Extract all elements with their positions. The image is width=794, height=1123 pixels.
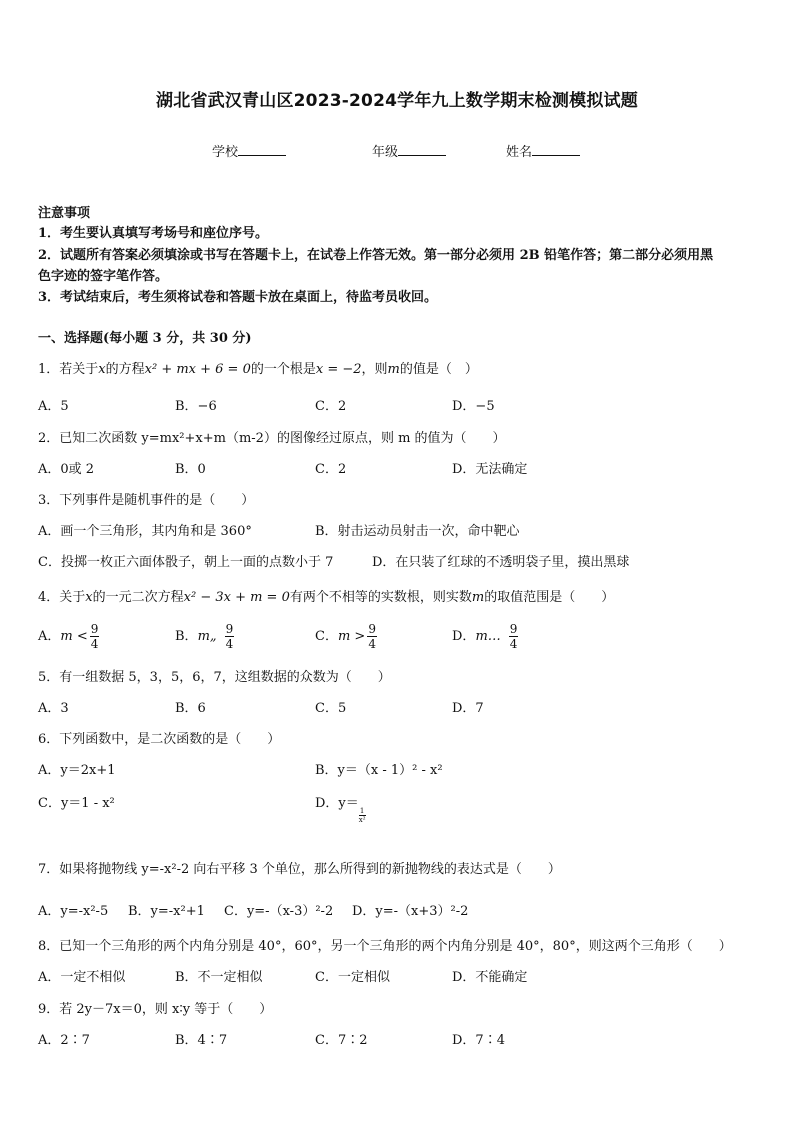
section-heading: 一、选择题(每小题 3 分，共 30 分): [38, 331, 252, 346]
q4-option-b: B．m„ $\frac{9}{4}$: [175, 622, 234, 651]
question-4-stem: 4．关于x的一元二次方程x² − 3x + m = 0有两个不相等的实数根，则实数m的取值范围是（ ）: [38, 590, 615, 605]
notice-item-3: 3．考试结束后，考生须将试卷和答题卡放在桌面上，待监考员收回。: [38, 290, 438, 305]
q5-option-c: C．5: [315, 701, 347, 716]
name-label: 姓名: [506, 145, 533, 160]
q2-option-a: A．0或 2: [38, 462, 95, 477]
question-3-stem: 3．下列事件是随机事件的是（ ）: [38, 493, 255, 508]
q9-option-c: C．7∶2: [315, 1033, 368, 1048]
notice-item-1: 1．考生要认真填写考场号和座位序号。: [38, 226, 269, 241]
q7-option-c: C．y=-（x-3）²-2: [224, 904, 334, 919]
question-5-stem: 5．有一组数据 5，3，5，6，7，这组数据的众数为（ ）: [38, 670, 391, 685]
notice-heading: 注意事项: [38, 206, 91, 221]
q6-option-b: B．y＝（x - 1）² - x²: [315, 763, 443, 778]
q3-option-b: B．射击运动员射击一次，命中靶心: [315, 524, 520, 539]
page-title: 湖北省武汉青山区2023-2024学年九上数学期末检测模拟试题: [156, 91, 638, 111]
notice-item-2a: 2．试题所有答案必须填涂或书写在答题卡上，在试卷上作答无效。第一部分必须用 2B 铅笔作答；第二部分必须用黑: [38, 248, 714, 263]
q1-option-a: A．5: [38, 399, 69, 414]
q8-option-d: D．不能确定: [452, 970, 528, 985]
q2-option-b: B．0: [175, 462, 206, 477]
q7-option-d: D．y=-（x+3）²-2: [352, 904, 469, 919]
q3-option-a: A．画一个三角形，其内角和是 360°: [38, 524, 252, 539]
q8-option-a: A．一定不相似: [38, 970, 126, 985]
q8-option-b: B．不一定相似: [175, 970, 263, 985]
fraction: $\frac{9}{4}$: [225, 622, 234, 651]
q1-option-b: B．−6: [175, 399, 217, 414]
q5-option-d: D．7: [452, 701, 484, 716]
fraction: $\frac{9}{4}$: [368, 622, 376, 651]
question-9-stem: 9．若 2y－7x＝0，则 x∶y 等于（ ）: [38, 1002, 273, 1017]
q1-option-c: C．2: [315, 399, 347, 414]
q3-option-c: C．投掷一枚正六面体骰子，朝上一面的点数小于 7: [38, 555, 334, 570]
q7-option-b: B．y=-x²+1: [128, 904, 205, 919]
school-label: 学校: [212, 145, 239, 160]
q7-option-a: A．y=-x²-5: [38, 904, 109, 919]
school-field: [212, 141, 286, 160]
grade-field: [372, 141, 446, 160]
q4-option-d: D．m… $\frac{9}{4}$: [452, 622, 518, 651]
q9-option-d: D．7∶4: [452, 1033, 505, 1048]
grade-blank: [398, 143, 446, 156]
q4-option-a: A．m < $\frac{9}{4}$: [38, 622, 99, 651]
q8-option-c: C．一定相似: [315, 970, 390, 985]
question-1-stem: 1．若关于x的方程x² + mx + 6 = 0的一个根是x = −2，则m的值是（ ）: [38, 362, 478, 377]
q9-option-b: B．4∶7: [175, 1033, 228, 1048]
q5-option-b: B．6: [175, 701, 206, 716]
school-blank: [238, 143, 286, 156]
q2-option-c: C．2: [315, 462, 347, 477]
fraction: $\frac{9}{4}$: [509, 622, 518, 651]
q4-option-c: C．m > $\frac{9}{4}$: [315, 622, 376, 651]
fraction: $\frac{9}{4}$: [90, 622, 99, 651]
equation: x² − 3x + m = 0: [183, 590, 290, 605]
q2-option-d: D．无法确定: [452, 462, 528, 477]
question-7-stem: 7．如果将抛物线 y=-x²-2 向右平移 3 个单位，那么所得到的新抛物线的表达式是（ ）: [38, 862, 561, 877]
q6-option-c: C．y＝1 - x²: [38, 796, 115, 811]
name-blank: [532, 143, 580, 156]
q3-option-d: D．在只装了红球的不透明袋子里，摸出黑球: [372, 555, 630, 570]
grade-label: 年级: [372, 145, 399, 160]
question-2-stem: 2．已知二次函数 y=mx²+x+m（m-2）的图像经过原点，则 m 的值为（ ）: [38, 431, 506, 446]
name-field: [506, 141, 580, 160]
q9-option-a: A．2∶7: [38, 1033, 90, 1048]
q1-option-d: D．−5: [452, 399, 495, 414]
equation: x² + mx + 6 = 0: [144, 362, 251, 377]
question-6-stem: 6．下列函数中，是二次函数的是（ ）: [38, 732, 281, 747]
q5-option-a: A．3: [38, 701, 69, 716]
fraction: $\frac{1}{\text{x²}}$: [358, 807, 366, 824]
q6-option-a: A．y＝2x+1: [38, 763, 116, 778]
q6-option-d: D．y＝ $\frac{1}{\text{x²}}$: [315, 796, 366, 824]
question-8-stem: 8．已知一个三角形的两个内角分别是 40°，60°，另一个三角形的两个内角分别是 40°，80°，则这两个三角形（ ）: [38, 939, 732, 954]
notice-item-2b: 色字迹的签字笔作答。: [38, 269, 169, 284]
